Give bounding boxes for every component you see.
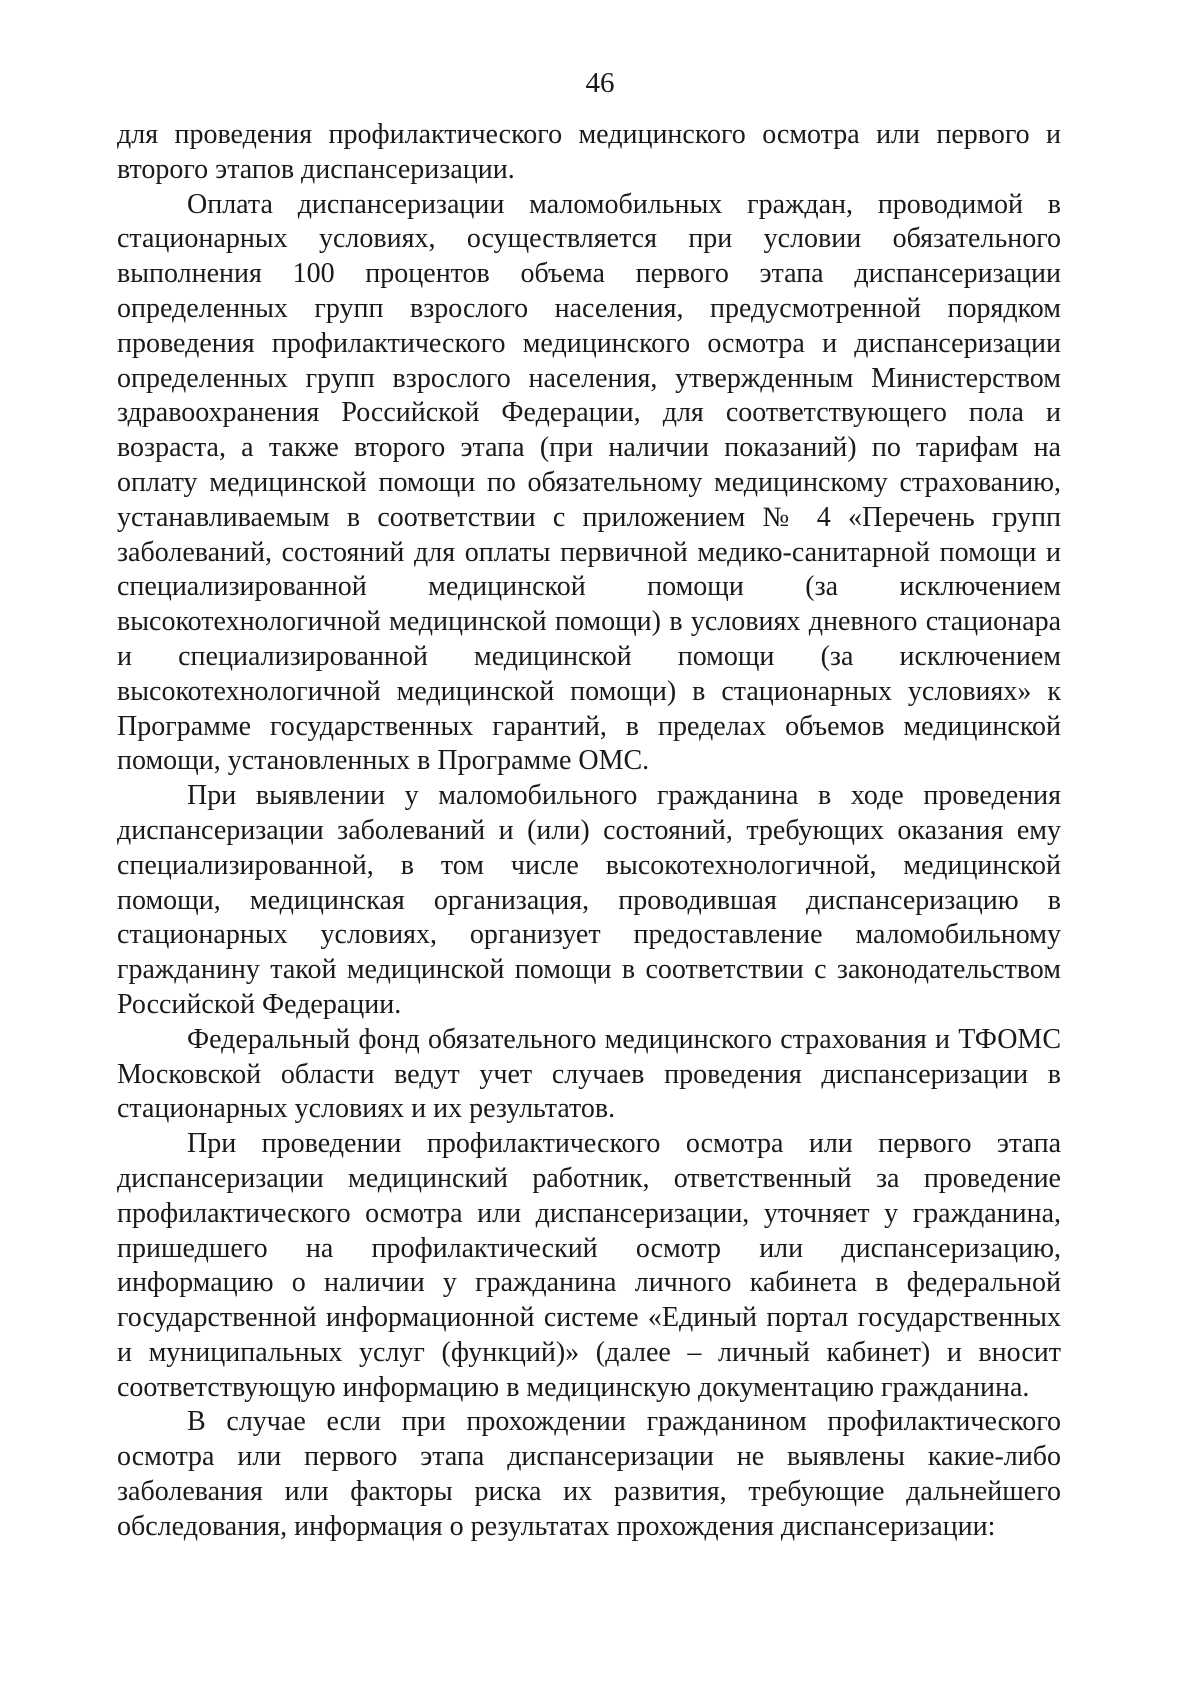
paragraph-payment-dispensarization: Оплата диспансеризации маломобильных граждан, проводимой в стационарных условиях, осуществляется при условии обязательного выполнения 100 процентов объема первого этапа диспансеризации определенных групп взрослого населения, предусмотренной порядком проведения профилактического медицинского осмотра и диспансеризации определенных групп взрослого населения, утвержденным Министерством здравоохранения Российской Федерации, для соответствующего пола и возраста, а также второго этапа (при наличии показаний) по тарифам на оплату медицинской помощи по обязательному медицинскому страхованию, устанавливаемым в соответствии с приложением № 4 «Перечень групп заболеваний, состояний для оплаты первичной медико-санитарной помощи и специализированной медицинской помощи (за исключением высокотехнологичной медицинской помощи) в условиях дневного стационара и специализированной медицинской помощи (за исключением высокотехнологичной медицинской помощи) в стационарных условиях» к Программе государственных гарантий, в пределах объемов медицинской помощи, установленных в Программе ОМС. [117,188,1061,777]
paragraph-results-information: В случае если при прохождении гражданином профилактического осмотра или первого этапа диспансеризации не выявлены какие-либо заболевания или факторы риска их развития, требующие дальнейшего обследования, информация о результатах прохождения диспансеризации: [117,1406,1061,1542]
document-body [117,118,1061,1545]
paragraph-detection-diseases: При выявлении у маломобильного гражданина в ходе проведения диспансеризации заболеваний и (или) состояний, требующих оказания ему специализированной, в том числе высокотехнологичной, медицинской помощи, медицинская организация, проводившая диспансеризацию в стационарных условиях, организует предоставление маломобильному гражданину такой медицинской помощи в соответствии с законодательством Российской Федерации. [117,780,1061,1020]
paragraph-personal-account: При проведении профилактического осмотра или первого этапа диспансеризации медицинский работник, ответственный за проведение профилактического осмотра или диспансеризации, уточняет у гражданина, пришедшего на профилактический осмотр или диспансеризацию, информацию о наличии у гражданина личного кабинета в федеральной государственной информационной системе «Единый портал государственных и муниципальных услуг (функций)» (далее – личный кабинет) и вносит соответствующую информацию в медицинскую документацию гражданина. [117,1128,1061,1403]
paragraph-continuation: для проведения профилактического медицинского осмотра или первого и второго этапов диспансеризации. [117,119,1061,185]
paragraph-federal-fund: Федеральный фонд обязательного медицинского страхования и ТФОМС Московской области ведут учет случаев проведения диспансеризации в стационарных условиях и их результатов. [117,1023,1061,1125]
page-number: 46 [585,67,615,99]
